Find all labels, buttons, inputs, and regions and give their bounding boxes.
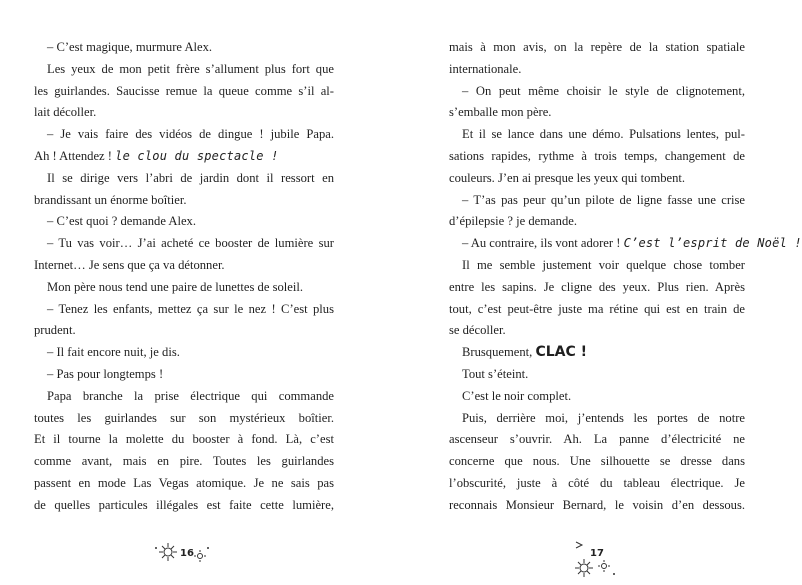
- text-line: – T’as pas peur qu’un pilote de ligne fasse une crise: [462, 192, 745, 207]
- text-line: Tout s’éteint.: [462, 366, 529, 381]
- text-line: – Tenez les enfants, mettez ça sur le nez ! C’est plus: [47, 301, 334, 316]
- text-line: passent en mode Las Vegas atomique. Je ne sais pas: [34, 475, 334, 490]
- text-line: – C’est magique, murmure Alex.: [47, 40, 213, 54]
- text-fragment: – Au contraire, ils vont adorer !: [462, 236, 621, 251]
- text-line: – Je vais faire des vidéos de dingue ! jubile Papa.: [47, 127, 334, 142]
- text-line: ascenseur s’ouvrir. Ah. La panne d’électricité ne: [449, 432, 745, 447]
- right-page-text: [449, 37, 802, 517]
- text-line: se décoller.: [449, 323, 506, 338]
- text-line: toutes les guirlandes sur son mystérieux boîtier.: [34, 410, 334, 425]
- text-line: Papa branche la prise électrique qui commande: [47, 388, 334, 403]
- text-line: brandissant un énorme boîtier.: [34, 192, 187, 207]
- page-number-left: 16: [180, 548, 194, 559]
- page-number-right: 17: [590, 548, 604, 559]
- text-line-with-fancy: [34, 146, 334, 168]
- text-line-with-fancy: [449, 233, 802, 255]
- text-line: – Tu vas voir… J’ai acheté ce booster de lumière sur: [47, 236, 334, 251]
- text-line: lait décoller.: [34, 105, 97, 120]
- text-line: les guirlandes. Saucisse remue la queue comme s’il al-: [34, 83, 334, 98]
- text-line: d’épilepsie ? je demande.: [449, 214, 577, 229]
- text-line: de quelles particules illégales est faite cette lumière,: [34, 497, 334, 512]
- text-line: comme avant, mais en pire. Toutes les guirlandes: [34, 454, 334, 469]
- fancy-lettering: C’est l’esprit de Noël !: [623, 236, 802, 251]
- text-line: – Pas pour longtemps !: [47, 366, 164, 381]
- text-line: tout, c’est peut-être juste ma rétine qui est en train de: [449, 301, 745, 316]
- text-line: Il se dirige vers l’abri de jardin dont il ressort en: [47, 170, 334, 185]
- clac-lettering: CLAC !: [535, 344, 588, 361]
- text-line: s’emballe mon père.: [449, 105, 552, 120]
- text-line: couleurs. J’en ai presque les yeux qui tombent.: [449, 170, 686, 185]
- text-line: prudent.: [34, 323, 76, 338]
- text-line: Et il se lance dans une démo. Pulsations lentes, pul-: [462, 127, 745, 142]
- text-fragment: Ah ! Attendez !: [34, 148, 112, 163]
- text-line: – Il fait encore nuit, je dis.: [47, 345, 180, 360]
- text-line: C’est le noir complet.: [462, 388, 572, 403]
- left-page-text: [34, 37, 334, 517]
- text-line-with-clac: [449, 342, 745, 364]
- text-line: Il me semble justement voir quelque chose tomber: [462, 257, 745, 272]
- text-fragment: Brusquement,: [462, 345, 533, 360]
- text-line: l’obscurité, juste à côté du tableau électrique. Je: [449, 475, 745, 490]
- text-line: mais à mon avis, on la repère de la station spatiale: [449, 40, 745, 54]
- text-line: concerne que nous. Une silhouette se dresse dans: [449, 454, 745, 469]
- fancy-lettering: le clou du spectacle !: [115, 148, 279, 163]
- text-line: internationale.: [449, 61, 522, 76]
- text-line: Mon père nous tend une paire de lunettes de soleil.: [47, 279, 304, 294]
- text-line: sations rapides, rythme à trois temps, changement de: [449, 148, 745, 163]
- text-line: – On peut même choisir le style de clignotement,: [462, 83, 745, 98]
- text-line: entre les sapins. Je cligne des yeux. Plus rien. Après: [449, 279, 745, 294]
- text-line: Puis, derrière moi, j’entends les portes de notre: [462, 410, 745, 425]
- text-line: Et il tourne la molette du booster à fond. Là, c’est: [34, 432, 334, 447]
- text-line: Les yeux de mon petit frère s’allument plus fort que: [47, 61, 334, 76]
- text-line: Internet… Je sens que ça va détonner.: [34, 257, 225, 272]
- text-line: – C’est quoi ? demande Alex.: [47, 214, 196, 229]
- text-line: reconnais Monsieur Bernard, le voisin d’en dessous.: [449, 497, 745, 512]
